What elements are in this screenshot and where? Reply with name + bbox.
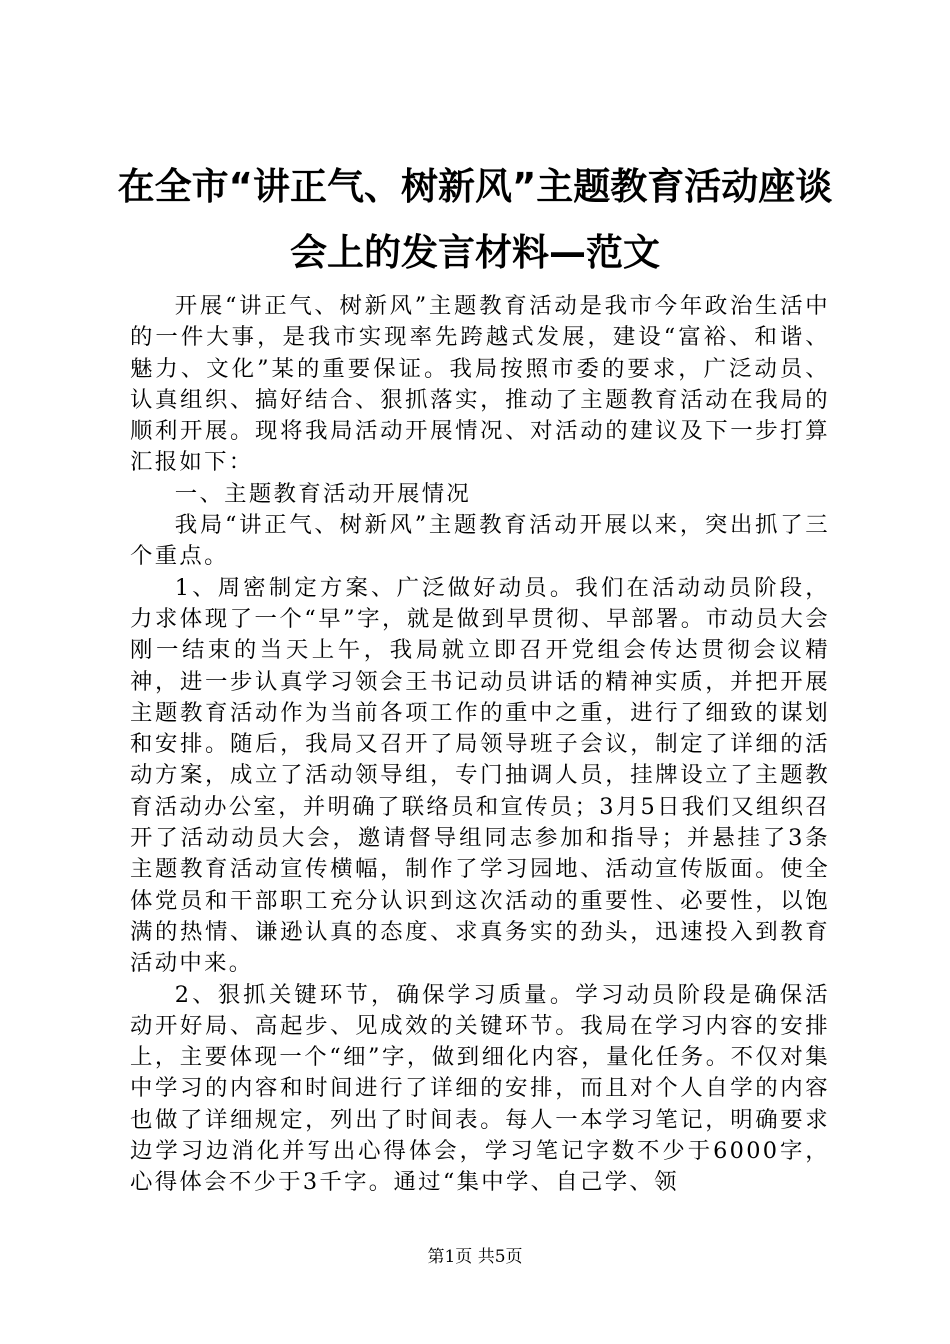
document-title <box>100 154 850 286</box>
section-heading: 一、主题教育活动开展情况 <box>174 480 472 507</box>
title-line-2: 会上的发言材料—范文 <box>290 231 660 274</box>
document-body <box>130 291 830 1199</box>
paragraph-intro: 开展“讲正气、树新风”主题教育活动是我市今年政治生活中的一件大事，是我市实现率先跨越式发展，建设“富裕、和谐、魅力、文化”某的重要保证。我局按照市委的要求，广泛动员、认真组织、搞好结合、狠抓落实，推动了主题教育活动在我局的顺利开展。现将我局活动开展情况、对活动的建议及下一步打算汇报如下： <box>130 293 830 476</box>
paragraph-item-2: 2、狠抓关键环节，确保学习质量。学习动员阶段是确保活动开好局、高起步、见成效的关键环节。我局在学习内容的安排上，主要体现一个“细”字，做到细化内容，量化任务。不仅对集中学习的内容和时间进行了详细的安排，而且对个人自学的内容也做了详细规定，列出了时间表。每人一本学习笔记，明确要求边学习边消化并写出心得体会，学习笔记字数不少于6000字，心得体会不少于3千字。通过“集中学、自己学、领 <box>130 981 830 1196</box>
title-line-1: 在全市“讲正气、树新风”主题教育活动座谈 <box>117 165 833 208</box>
paragraph-item-1: 1、周密制定方案、广泛做好动员。我们在活动动员阶段，力求体现了一个“早”字，就是做到早贯彻、早部署。市动员大会刚一结束的当天上午，我局就立即召开党组会传达贯彻会议精神，进一步认真学习领会王书记动员讲话的精神实质，并把开展主题教育活动作为当前各项工作的重中之重，进行了细致的谋划和安排。随后，我局又召开了局领导班子会议，制定了详细的活动方案，成立了活动领导组，专门抽调人员，挂牌设立了主题教育活动办公室，并明确了联络员和宣传员；3月5日我们又组织召开了活动动员大会，邀请督导组同志参加和指导；并悬挂了3条主题教育活动宣传横幅，制作了学习园地、活动宣传版面。使全体党员和干部职工充分认识到这次活动的重要性、必要性，以饱满的热情、谦逊认真的态度、求真务实的劲头，迅速投入到教育活动中来。 <box>130 574 830 977</box>
paragraph-summary: 我局“讲正气、树新风”主题教育活动开展以来，突出抓了三个重点。 <box>130 512 830 570</box>
page-footer: 第1页 共5页 <box>427 1247 523 1267</box>
